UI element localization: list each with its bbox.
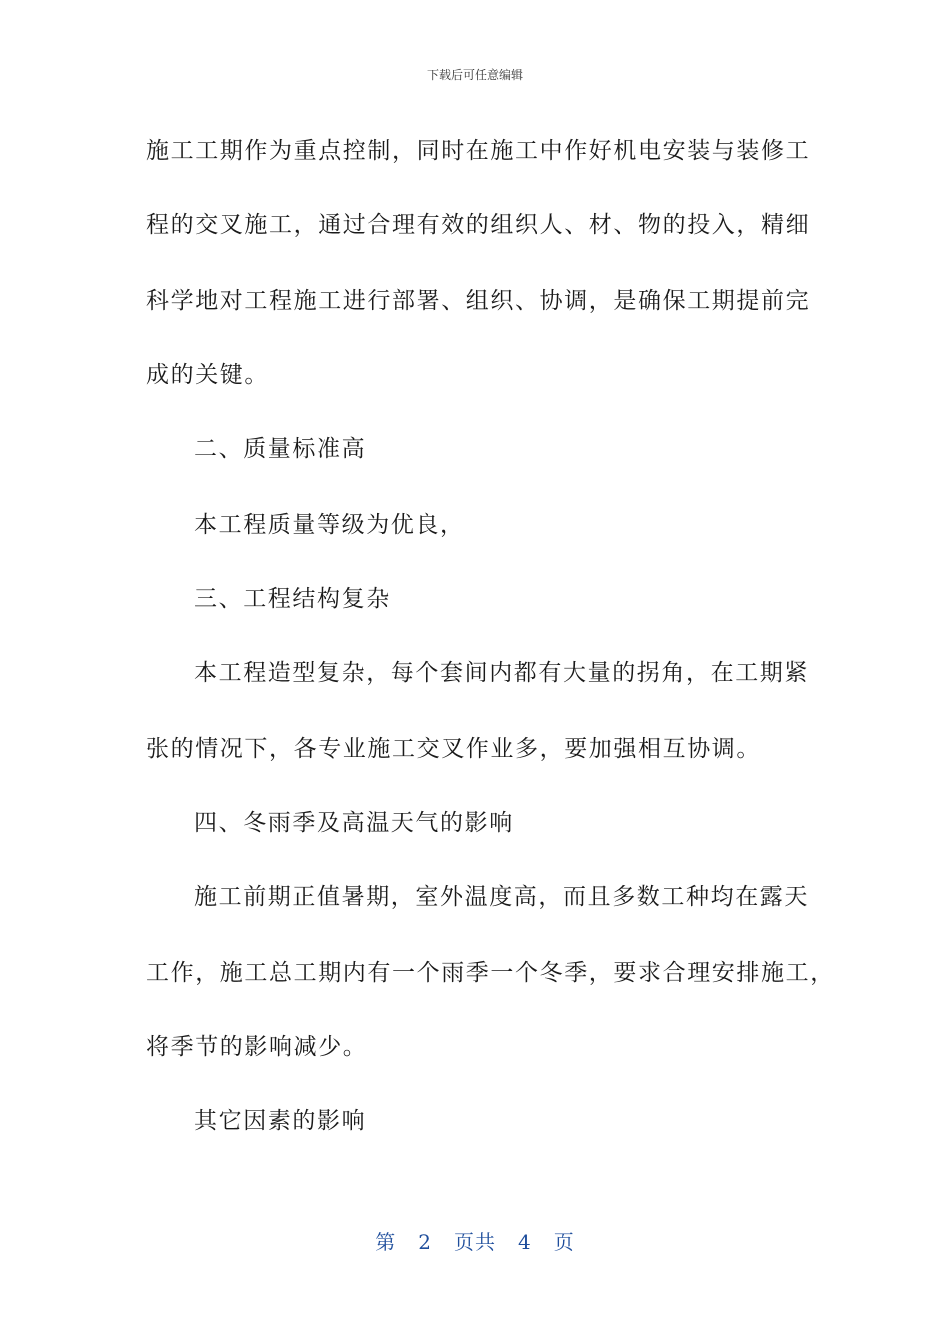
body-line: 科学地对工程施工进行部署、组织、协调，是确保工期提前完 [146, 288, 811, 314]
body-line: 程的交叉施工，通过合理有效的组织人、材、物的投入，精细 [146, 212, 811, 238]
footer-ye: 页 [553, 1230, 575, 1254]
body-line: 本工程质量等级为优良， [194, 512, 465, 538]
body-line: 本工程造型复杂，每个套间内都有大量的拐角，在工期紧 [194, 660, 809, 686]
section-heading: 三、工程结构复杂 [194, 586, 391, 612]
body-line: 成的关键。 [146, 362, 269, 388]
body-line: 张的情况下，各专业施工交叉作业多，要加强相互协调。 [146, 736, 761, 762]
section-heading: 四、冬雨季及高温天气的影响 [194, 810, 514, 836]
section-heading: 二、质量标准高 [194, 436, 367, 462]
body-line: 施工前期正值暑期，室外温度高，而且多数工种均在露天 [194, 884, 809, 910]
total-pages-number: 4 [518, 1230, 532, 1254]
body-line: 将季节的影响减少。 [146, 1034, 368, 1060]
body-line: 工作，施工总工期内有一个雨季一个冬季，要求合理安排施工， [146, 960, 835, 986]
footer-ye-gong: 页共 [454, 1230, 496, 1254]
current-page-number: 2 [418, 1230, 432, 1254]
body-line: 施工工期作为重点控制，同时在施工中作好机电安装与装修工 [146, 138, 811, 164]
footer-di: 第 [375, 1230, 397, 1254]
page-header: 下载后可任意编辑 [426, 68, 523, 82]
section-heading: 其它因素的影响 [194, 1108, 367, 1134]
page-footer [0, 1226, 950, 1255]
